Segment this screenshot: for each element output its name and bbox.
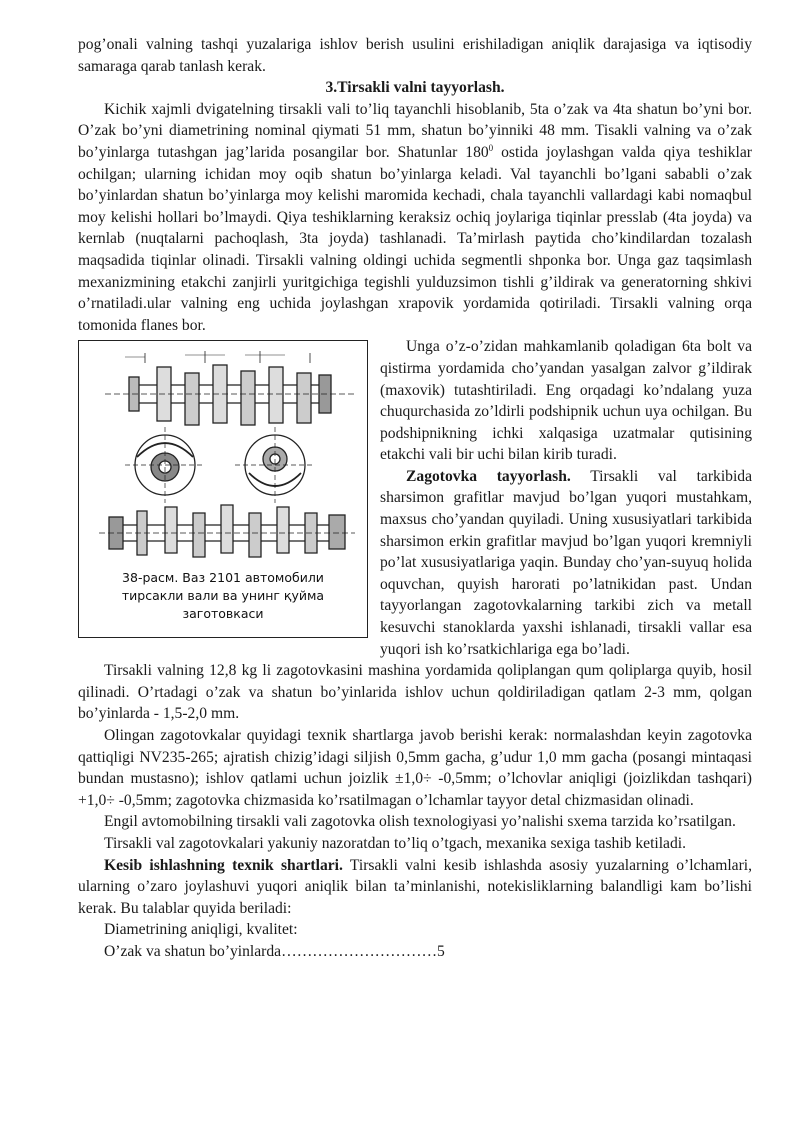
degree-superscript: 0 <box>488 142 494 153</box>
paragraph-final-control: Tirsakli val zagotovkalari yakuniy nazoratdan to’liq o’tgach, mexanika sexiga tashib ketiladi. <box>104 834 687 852</box>
crankshaft-text-part2: ostida joylashgan valda qiya teshiklar ochilgan; ularning ichidan moy oqib shatun bo’yinlarga keladi. Val tayanchli bo’lgani sababli o’zak bo’yinlardan shatun bo’yinlarga moy kelishi maromida kechadi, chala tayanchli vallardagi kabi nomaqbul moy kelishi hollari bo’lmaydi. Qiya teshiklarning keraksiz ochiq joylariga tiqinlar presslab (4ta joyda) va kernlab (nuqtalarni pachoqlash, 3ta joyda) tashlanadi. Ta’mirlash paytida cho’kindilardan tozalash maqsadida tiqinlar olinadi. Tirsakli valning oldingi uchida segmentli shponka bor. Unga gaz taqsimlash mexanizmining etakchi zanjirli yuritgichiga tegishli yulduzsimon tishli g’ildirak va generatorning shkivi o’rnatiladi.ular valning eng uchida joylashgan xrapovik yordamida qotiriladi. Tirsakli valning orqa tomonida flanes bor. <box>78 143 752 334</box>
crankshaft-text-part1: Kichik xajmli dvigatelning tirsakli vali to’liq tayanchli hisoblanib, 5ta o’zak va 4ta shatun bo’yni bor. O’zak bo’yni diametrining nominal qiymati 51 mm, shatun bo’yinniki 48 mm. Tisakli valning va o’zak bo’yinlarga tutashgan jag’larida posangilar bor. Shatunlar 180 <box>78 100 752 161</box>
figure-caption <box>79 569 367 623</box>
blank-preparation-title: Zagotovka tayyorlash. <box>406 467 571 485</box>
paragraph-casting: Tirsakli valning 12,8 kg li zagotovkasini mashina yordamida qoliplangan qum qoliplarga quyib, hosil qilinadi. O’rtadagi o’zak va shatun bo’yinlarida ishlov uchun qoldiriladigan qatlam 2-3 mm, qolgan bo’yinlarda - 1,5-2,0 mm. <box>78 662 752 723</box>
document-page <box>78 34 752 963</box>
caption-line-2: тирсакли вали ва унинг қуйма <box>121 588 325 604</box>
caption-line-1: 38-расм. Ваз 2101 автомобили <box>122 570 324 586</box>
blank-preparation-text: Tirsakli val tarkibida sharsimon grafitlar mavjud bo’lgan yuqori mustahkam, maxsus cho’yandan quyiladi. Uning xususiyatlari tarkibida sharsimon erkin grafitlar mavjud bo’lgan yuqori kremniyli po’lat xususiyatlariga yaqin. Bunday cho’yan-suyuq holida oquvchan, quyish harorati po’latnikidan past. Undan tayyorlangan zagotovkalarning tarkibi zich va metall kesuvchi stanoklarda yaxshi ishlanadi, tirsakli vallar esa yuqori ish ko’rsatkichlariga ega bo’ladi. <box>380 467 752 658</box>
figure-crankshaft <box>78 340 368 638</box>
paragraph-flywheel: Unga o’z-o’zidan mahkamlanib qoladigan 6ta bolt va qistirma yordamida cho’yandan yasalgan zalvor g’ildirak (maxovik) tutashtiriladi. Eng orqadagi ko’ndalang yuza chuqurchasida zo’ldirli podshipnik uchun uya ochilgan. Bu podshipnikning ichki xalqasiga uzatmalar qutisining etakchi vali bir uchi bilan kirib turadi. <box>380 338 752 464</box>
paragraph-accuracy: Diametrining aniqligi, kvalitet: <box>104 921 298 939</box>
paragraph-technical-conditions: Olingan zagotovkalar quyidagi texnik shartlarga javob berishi kerak: normalashdan keyin zagotovka qattiqligi NV235-265; ajratish chizig’idagi siljish 0,5mm gacha, g’udur 1,0 mm gacha (posangi mintaqasi bundan mustasno); ishlov qatlami uchun joizlik ±1,0÷ -0,5mm; o’lchovlar aniqligi (joizlikdan tashqari) +1,0÷ -0,5mm; zagotovka chizmasida ko’rsatilmagan o’lchamlar tayyor detal chizmasidan olinadi. <box>78 727 752 809</box>
paragraph-crankshaft-description <box>78 99 752 337</box>
paragraph-intro: pog’onali valning tashqi yuzalariga ishlov berish usulini erishiladigan aniqlik darajasiga va iqtisodiy samaraga qarab tanlash kerak. <box>78 36 752 75</box>
crankshaft-drawing <box>85 347 361 569</box>
section-heading: 3.Tirsakli valni tayyorlash. <box>325 79 505 97</box>
paragraph-machining-conditions <box>78 855 752 920</box>
machining-conditions-text: Tirsakli valni kesib ishlashda asosiy yuzalarning o’lchamlari, ularning o’zaro joylashuvi yuqori aniqlik bilan ta’minlanishi, notekisliklarning balandligi kam bo’lishi kerak. Bu talablar quyida beriladi: <box>78 856 753 917</box>
paragraph-journals: O’zak va shatun bo’yinlarda…………………………5 <box>104 942 445 960</box>
machining-conditions-title: Kesib ishlashning texnik shartlari. <box>104 856 343 874</box>
paragraph-technology-scheme: Engil avtomobilning tirsakli vali zagotovka olish texnologiyasi yo’nalishi sxema tarzida ko’rsatilgan. <box>104 813 736 831</box>
caption-line-3: заготовкаси <box>182 606 264 622</box>
